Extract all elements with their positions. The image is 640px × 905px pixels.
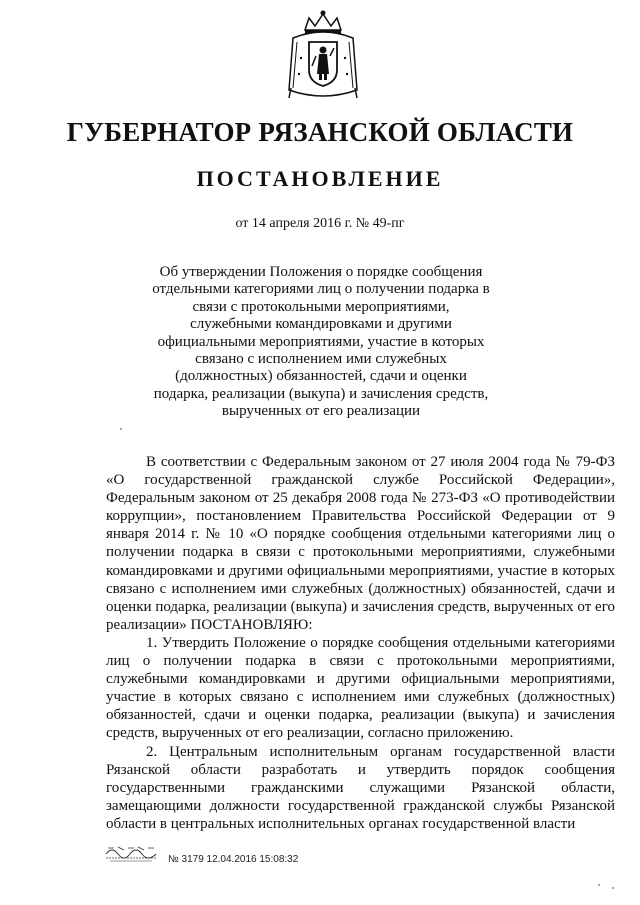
scan-speck bbox=[598, 884, 600, 886]
governor-title: ГУБЕРНАТОР РЯЗАНСКОЙ ОБЛАСТИ bbox=[66, 117, 574, 147]
scan-speck bbox=[120, 428, 122, 430]
decree-body bbox=[106, 453, 615, 833]
decree-date-number: от 14 апреля 2016 г. № 49-пг bbox=[235, 216, 405, 231]
item-1-paragraph: 1. Утвердить Положение о порядке сообщения отдельными категориями лиц о получении подарка в связи с протокольными мероприятиями, служебными командировками и другими официальными мероприятиями, участие в которых связано с исполнением ими служебных (должностных) обязанностей, сдачи и оценки подарка, реализации (выкупа) и зачисления средств, вырученных от его реализации, согласно приложению. bbox=[106, 634, 615, 742]
document-type-title: ПОСТАНОВЛЕНИЕ bbox=[196, 166, 444, 191]
registry-stamp-icon bbox=[104, 842, 158, 864]
scan-speck bbox=[612, 887, 614, 889]
decree-subject: Об утверждении Положения о порядке сообщения отдельными категориями лиц о получении подарка в связи с протокольными мероприятиями, служебными командировками и другими официальными мероприятиями, участие в которых связано с исполнением ими служебных (должностных) обязанностей, сдачи и оценки подарка, реализации (выкупа) и зачисления средств, вырученных от его реализации bbox=[152, 264, 490, 420]
preamble-paragraph: В соответствии с Федеральным законом от 27 июля 2004 года № 79-ФЗ «О государственной гражданской службе Российской Федерации», Федеральным законом от 25 декабря 2008 года № 273-ФЗ «О противодействии коррупции», постановлением Правительства Российской Федерации от 9 января 2014 г. № 10 «О порядке сообщения отдельными категориями лиц о получении подарка в связи с протокольными мероприятиями, служебными командировками и другими официальными мероприятиями, участие в которых связано с исполнением ими служебных (должностных) обязанностей, сдачи и оценки подарка, реализации (выкупа) и зачисления средств, вырученных от его реализации» ПОСТАНОВЛЯЮ: bbox=[106, 454, 615, 633]
footer bbox=[0, 842, 640, 882]
coat-of-arms-icon bbox=[283, 8, 363, 104]
item-2-paragraph: 2. Центральным исполнительным органам государственной власти Рязанской области разработать и утвердить порядок сообщения государственными гражданскими служащими Рязанской области, замещающими должности государственной гражданской службы Рязанской области в центральных исполнительных органах государственной власти bbox=[106, 743, 615, 832]
registration-stamp: № 3179 12.04.2016 15:08:32 bbox=[168, 854, 299, 865]
